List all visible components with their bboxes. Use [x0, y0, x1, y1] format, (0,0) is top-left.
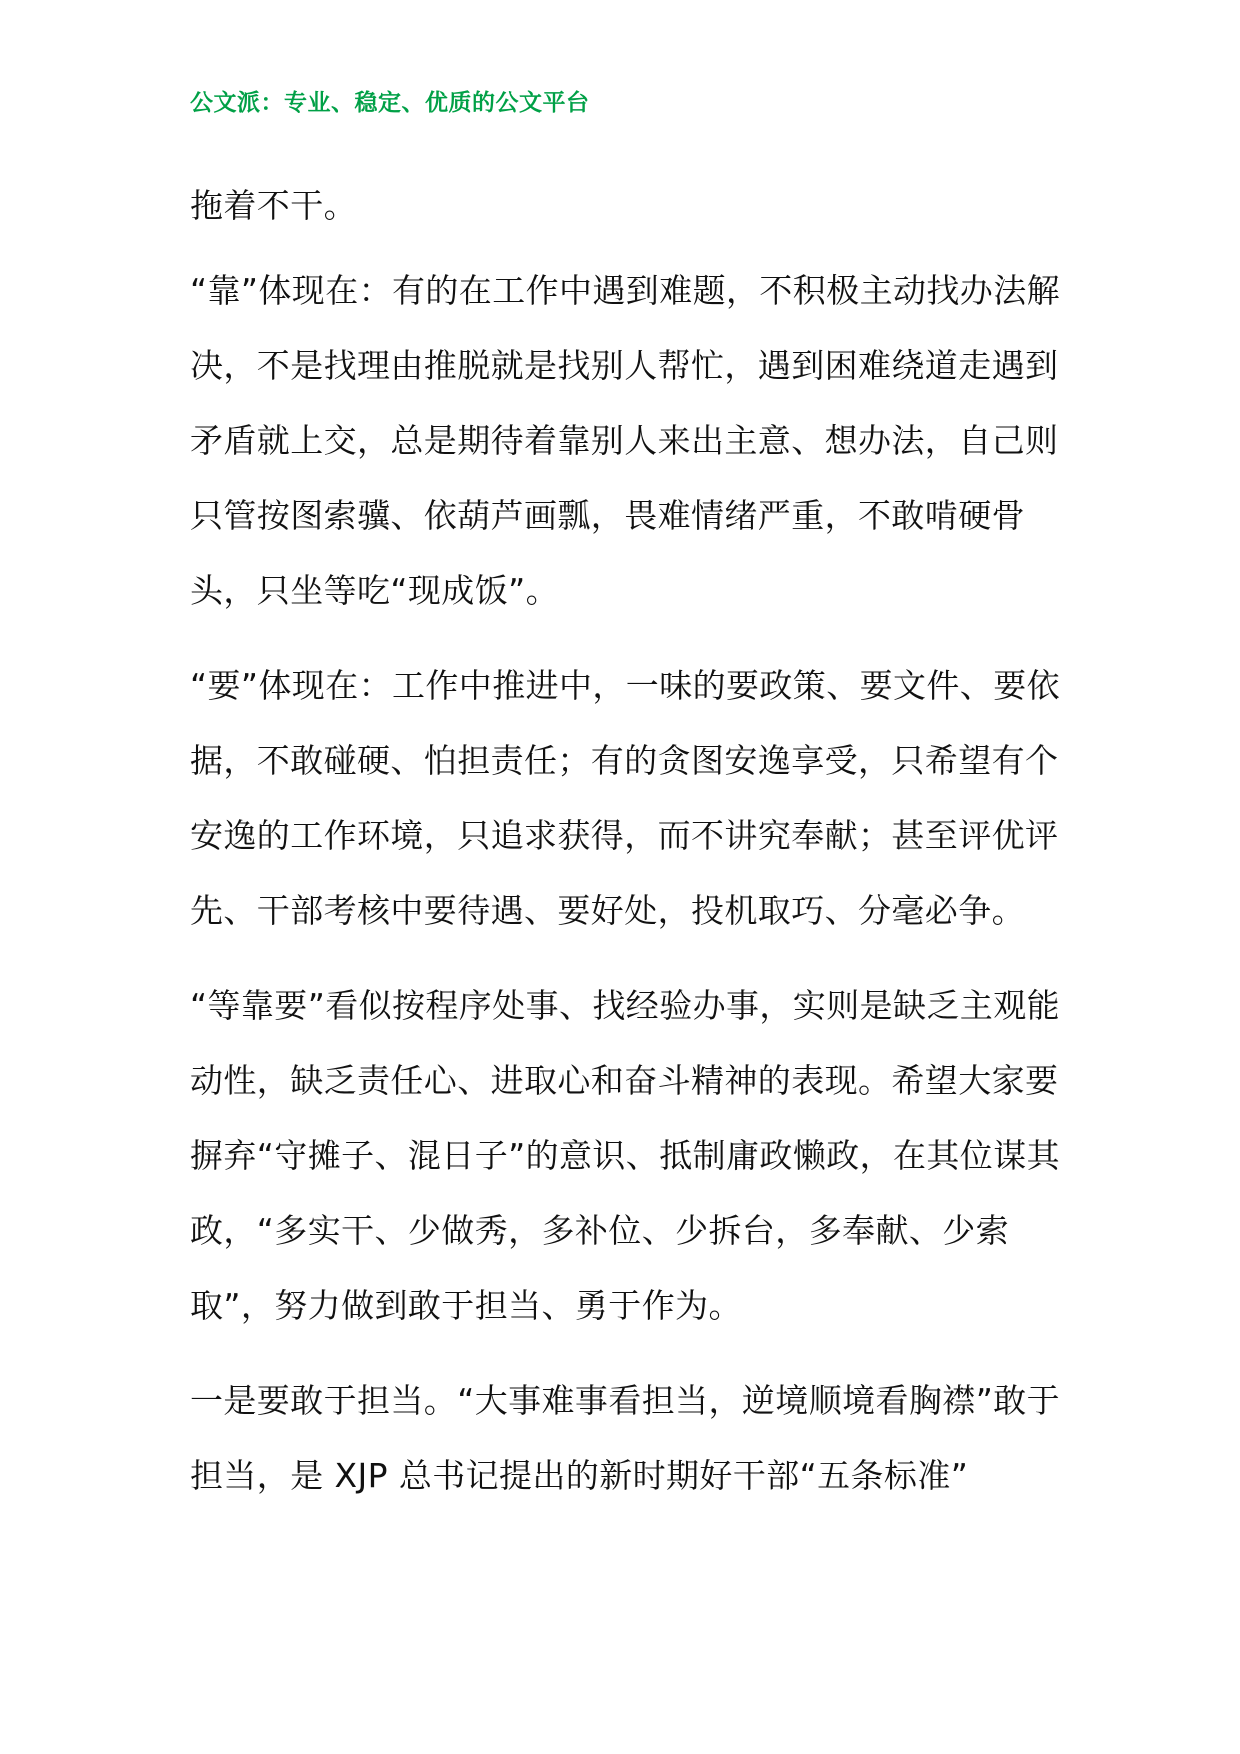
paragraph: 拖着不干。: [190, 186, 357, 225]
paragraph: “靠”体现在：有的在工作中遇到难题，不积极主动找办法解决，不是找理由推脱就是找别人帮忙，遇到困难绕道走遇到矛盾就上交，总是期待着靠别人来出主意、想办法，自己则只管按图索骥、依葫芦画瓢，畏难情绪严重，不敢啃硬骨头，只坐等吃“现成饭”。: [190, 271, 1060, 610]
document-body: [190, 168, 1060, 1533]
paragraph: 一是要敢于担当。“大事难事看担当，逆境顺境看胸襟”敢于担当，是 XJP 总书记提出的新时期好干部“五条标准”: [190, 1381, 1060, 1495]
paragraph: “要”体现在：工作中推进中，一味的要政策、要文件、要依据，不敢碰硬、怕担责任；有的贪图安逸享受，只希望有个安逸的工作环境，只追求获得，而不讲究奉献；甚至评优评先、干部考核中要待遇、要好处，投机取巧、分毫必争。: [190, 666, 1060, 930]
page-header: 公文派：专业、稳定、优质的公文平台: [190, 90, 590, 116]
paragraph: “等靠要”看似按程序处事、找经验办事，实则是缺乏主观能动性，缺乏责任心、进取心和奋斗精神的表现。希望大家要摒弃“守摊子、混日子”的意识、抵制庸政懒政，在其位谋其政，“多实干、少做秀，多补位、少拆台，多奉献、少索取”，努力做到敢于担当、勇于作为。: [190, 986, 1060, 1325]
